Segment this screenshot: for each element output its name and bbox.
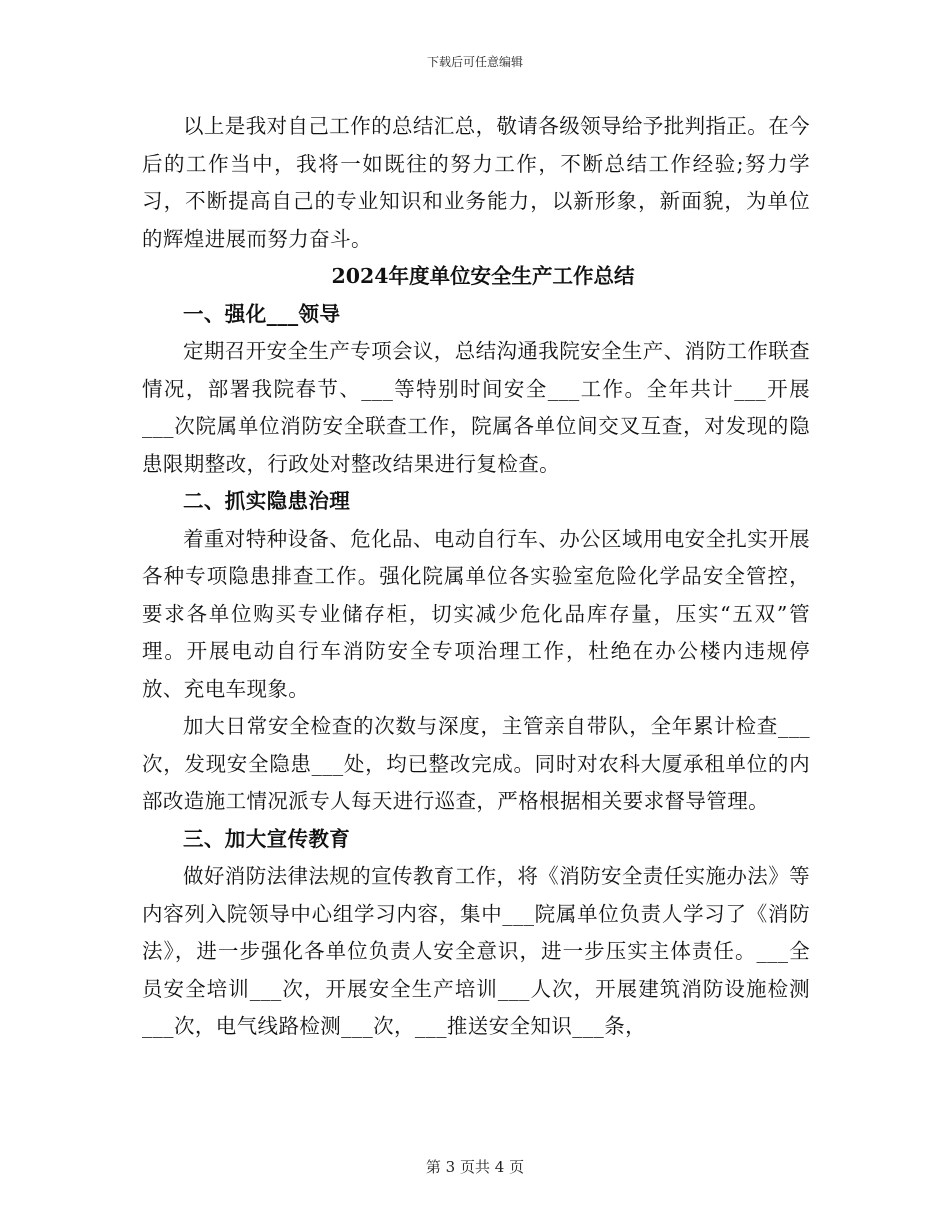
document-body: [142, 108, 810, 1046]
section-heading-3: 三、加大宣传教育: [183, 826, 351, 851]
page-footer-number: 第 3 页共 4 页: [425, 1158, 525, 1176]
document-title: 2024年度单位安全生产工作总结: [331, 264, 635, 288]
section-2-paragraph-2: 加大日常安全检查的次数与深度，主管亲自带队，全年累计检查___次，发现安全隐患___处，均已整改完成。同时对农科大厦承租单位的内部改造施工情况派专人每天进行巡查，严格根据相关要求督导管理。: [142, 714, 810, 813]
intro-paragraph: 以上是我对自己工作的总结汇总，敬请各级领导给予批判指正。在今后的工作当中，我将一如既往的努力工作，不断总结工作经验;努力学习，不断提高自己的专业知识和业务能力，以新形象，新面貌，为单位的辉煌进展而努力奋斗。: [142, 114, 810, 251]
section-3-paragraph-1: 做好消防法律法规的宣传教育工作，将《消防安全责任实施办法》等内容列入院领导中心组学习内容，集中___院属单位负责人学习了《消防法》，进一步强化各单位负责人安全意识，进一步压实主体责任。___全员安全培训___次，开展安全生产培训___人次，开展建筑消防设施检测___次，电气线路检测___次，___推送安全知识___条，: [142, 864, 810, 1038]
section-heading-2: 二、抓实隐患治理: [183, 489, 351, 513]
section-1-paragraph-1: 定期召开安全生产专项会议，总结沟通我院安全生产、消防工作联查情况，部署我院春节、___等特别时间安全___工作。全年共计___开展___次院属单位消防安全联查工作，院属各单位间交叉互查，对发现的隐患限期整改，行政处对整改结果进行复检查。: [142, 339, 810, 476]
section-heading-1: 一、强化___领导: [183, 301, 341, 326]
section-2-paragraph-1: 着重对特种设备、危化品、电动自行车、办公区域用电安全扎实开展各种专项隐患排查工作。强化院属单位各实验室危险化学品安全管控，要求各单位购买专业储存柜，切实减少危化品库存量，压实“五双”管理。开展电动自行车消防安全专项治理工作，杜绝在办公楼内违规停放、充电车现象。: [142, 526, 810, 701]
page-header-note: 下载后可任意编辑: [426, 55, 523, 69]
